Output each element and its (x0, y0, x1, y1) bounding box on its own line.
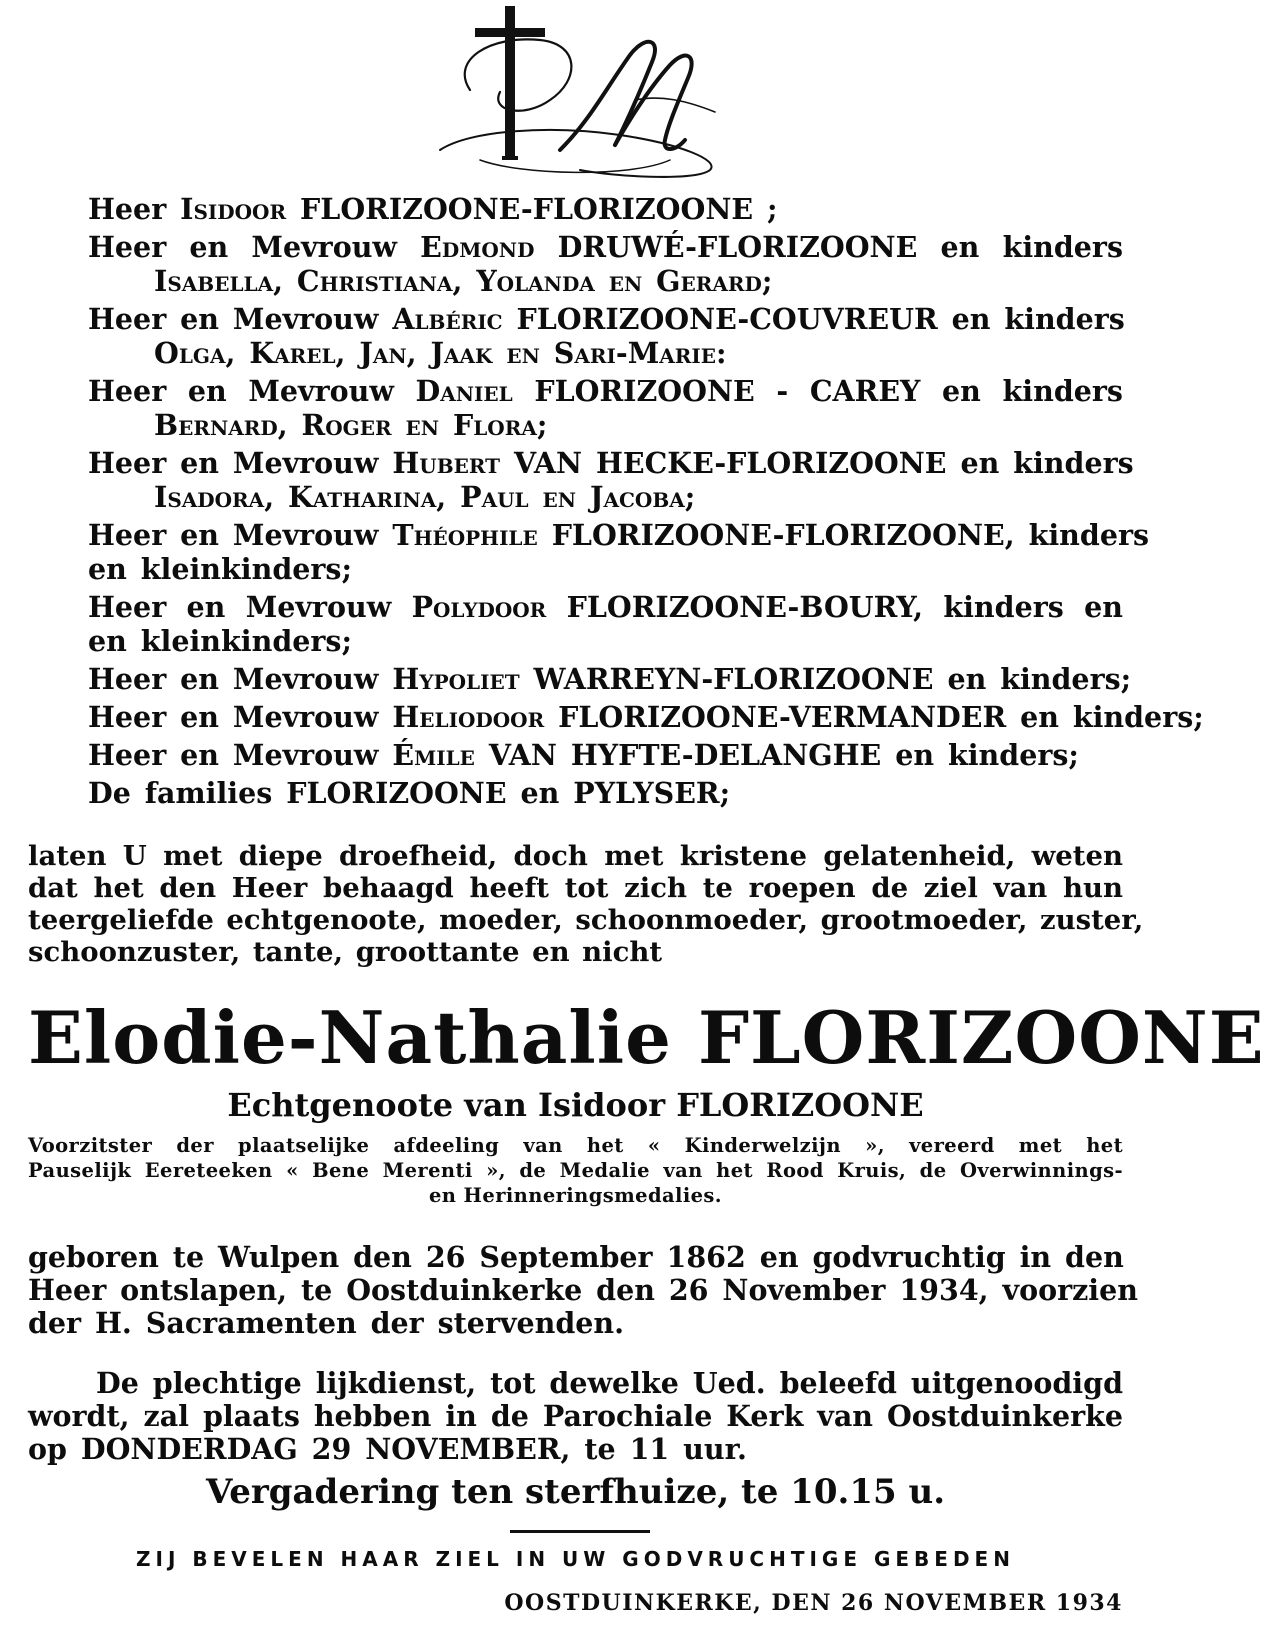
family-tail: en kinders (960, 446, 1134, 480)
family-line (88, 446, 1134, 480)
spouse-line: Echtgenoote van Isidoor FLORIZOONE (227, 1086, 924, 1124)
service-line: wordt, zal plaats hebben in de Parochiale Kerk van Oostduinkerke (28, 1399, 1123, 1433)
family-line (88, 738, 1123, 772)
family-title: Heer en Mevrouw (88, 518, 379, 552)
family-children: en kleinkinders; (88, 624, 352, 658)
family-firstname: Albéric (392, 302, 503, 336)
family-tail: en kinders (940, 230, 1123, 264)
family-surname: FLORIZOONE-FLORIZOONE (300, 192, 754, 226)
family-title: Heer en Mevrouw (88, 446, 379, 480)
deceased-name: Elodie-Nathalie FLORIZOONE (28, 995, 1265, 1080)
gathering-line: Vergadering ten sterfhuize, te 10.15 u. (205, 1472, 946, 1512)
family-tail: kinders (1028, 518, 1150, 552)
family-surname: VAN HECKE-FLORIZOONE (513, 446, 947, 480)
service-line: op DONDERDAG 29 NOVEMBER, te 11 uur. (28, 1432, 747, 1466)
place-date: OOSTDUINKERKE, DEN 26 NOVEMBER 1934 (504, 1590, 1123, 1616)
family-firstname: Hubert (392, 446, 501, 480)
family-surname: FLORIZOONE-VERMANDER (558, 700, 1007, 734)
family-tail: en kinders; (947, 662, 1132, 696)
family-tail: kinders en (943, 590, 1123, 624)
family-surname: VAN HYFTE-DELANGHE (488, 738, 882, 772)
family-surname: FLORIZOONE-FLORIZOONE, (551, 518, 1015, 552)
announcement (28, 840, 1144, 968)
family-title: Heer en Mevrouw (88, 738, 379, 772)
announcement-line: teergeliefde echtgenoote, moeder, schoonmoeder, grootmoeder, zuster, (28, 904, 1144, 936)
family-tail: ; (767, 192, 778, 226)
family-title: Heer en Mevrouw (88, 374, 394, 408)
honors-line: Pauselijk Eereteeken « Bene Merenti », de Medalie van het Rood Kruis, de Overwinnings- (28, 1159, 1123, 1182)
honors-line: Voorzitster der plaatselijke afdeeling van het « Kinderwelzijn », vereerd met het (28, 1134, 1123, 1157)
family-firstname: Hypoliet (392, 662, 520, 696)
funeral-service-paragraph (28, 1367, 1123, 1466)
family-firstname: Émile (392, 738, 475, 772)
honors-line: en Herinneringsmedalies. (428, 1184, 723, 1207)
family-line (88, 302, 1123, 336)
cross-monogram-icon (430, 0, 730, 185)
family-children: Olga, Karel, Jan, Jaak en Sari-Marie: (154, 336, 727, 370)
family-title: Heer en Mevrouw (88, 662, 379, 696)
family-title: Heer (88, 192, 167, 226)
divider (510, 1530, 650, 1533)
family-firstname: Polydoor (411, 590, 547, 624)
family-title: Heer en Mevrouw (88, 302, 379, 336)
announcement-line: laten U met diepe droefheid, doch met kristene gelatenheid, weten (28, 840, 1123, 872)
honors (28, 1133, 1123, 1208)
family-title: Heer en Mevrouw (88, 590, 392, 624)
family-list (88, 192, 1204, 810)
announcement-line: schoonzuster, tante, groottante en nicht (28, 936, 663, 968)
family-firstname: Daniel (415, 374, 513, 408)
born-line: Heer ontslapen, te Oostduinkerke den 26 November 1934, voorzien (28, 1273, 1138, 1307)
family-surname: WARREYN-FLORIZOONE (533, 662, 934, 696)
born-line: geboren te Wulpen den 26 September 1862 en godvruchtig in den (28, 1240, 1124, 1274)
family-firstname: Heliodoor (392, 700, 545, 734)
born-line: der H. Sacramenten der stervenden. (28, 1306, 625, 1340)
prayer-line: ZIJ BEVELEN HAAR ZIEL IN UW GODVRUCHTIGE GEBEDEN (136, 1547, 1015, 1571)
family-surname: DRUWÉ-FLORIZOONE (557, 230, 918, 264)
family-tail: en kinders; (895, 738, 1079, 772)
family-surname: FLORIZOONE-BOURY, (566, 590, 924, 624)
family-line (88, 374, 1123, 408)
family-children: Bernard, Roger en Flora; (154, 408, 548, 442)
family-children: Isabella, Christiana, Yolanda en Gerard; (154, 264, 773, 298)
family-surname: FLORIZOONE - CAREY (534, 374, 921, 408)
family-children: Isadora, Katharina, Paul en Jacoba; (154, 480, 696, 514)
announcement-line: dat het den Heer behaagd heeft tot zich te roepen de ziel van hun (28, 872, 1123, 904)
family-line (88, 700, 1204, 734)
family-title: Heer en Mevrouw (88, 700, 379, 734)
families-line: De families FLORIZOONE en PYLYSER; (88, 776, 731, 810)
family-tail: en kinders (942, 374, 1123, 408)
family-line (88, 192, 1123, 226)
birth-death-paragraph (28, 1240, 1138, 1340)
family-firstname: Théophile (392, 518, 538, 552)
family-line (88, 662, 1132, 696)
family-title: Heer en Mevrouw (88, 230, 397, 264)
family-firstname: Isidoor (180, 192, 287, 226)
family-tail: en kinders; (1020, 700, 1204, 734)
service-line: De plechtige lijkdienst, tot dewelke Ued. beleefd uitgenoodigd (96, 1366, 1123, 1400)
family-children: en kleinkinders; (88, 552, 352, 586)
family-line (88, 518, 1150, 552)
family-line (88, 230, 1123, 264)
family-surname: FLORIZOONE-COUVREUR (516, 302, 938, 336)
family-tail: en kinders (951, 302, 1125, 336)
family-line (88, 590, 1123, 624)
family-firstname: Edmond (420, 230, 535, 264)
